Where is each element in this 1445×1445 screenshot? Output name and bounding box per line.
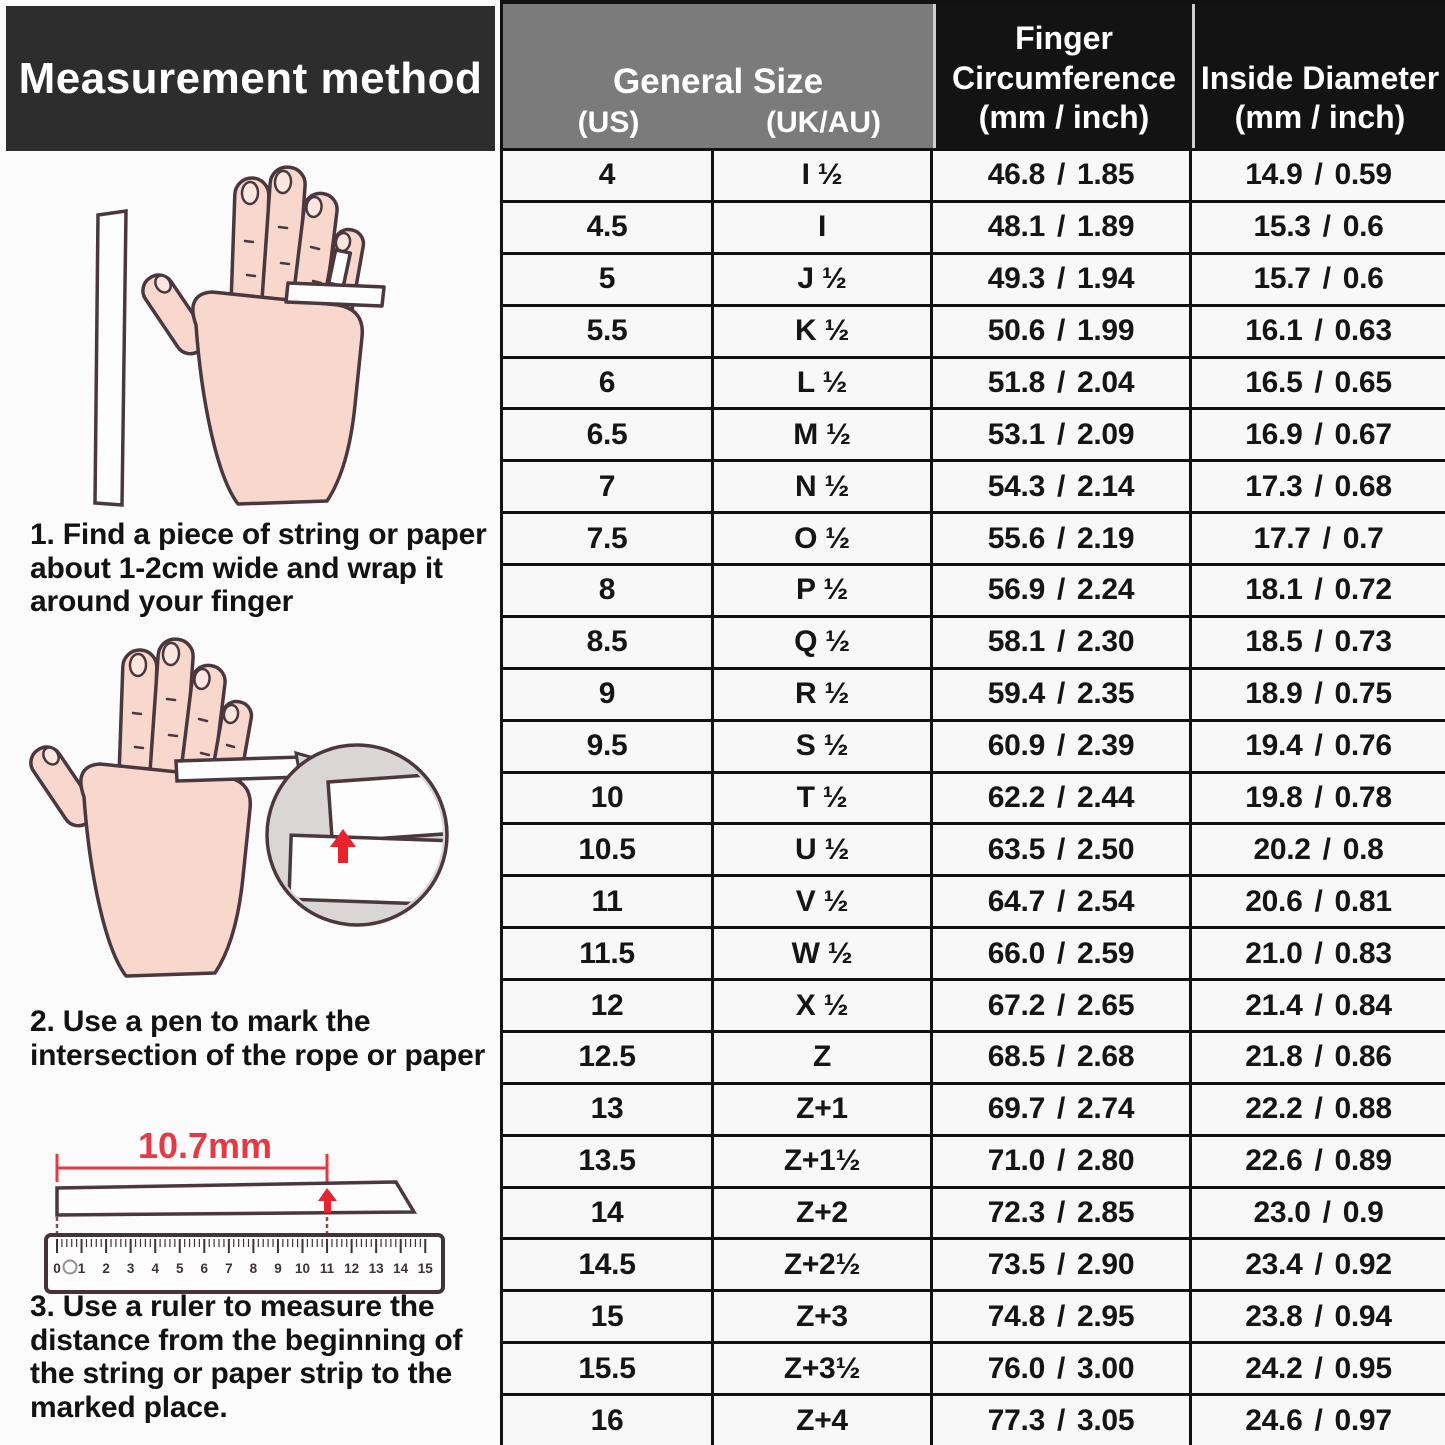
ukau-size-cell: J ½ [714,255,933,304]
step-2-text: 2. Use a pen to mark the intersection of the rope or paper [30,1005,486,1072]
diameter-cell: 18.9 / 0.75 [1192,670,1445,719]
ukau-size-cell: I [714,203,933,252]
circumference-cell: 59.4 / 2.35 [933,670,1192,719]
ukau-size-cell: Z+4 [714,1396,933,1445]
circumference-cell: 48.1 / 1.89 [933,203,1192,252]
diameter-cell: 15.7 / 0.6 [1192,255,1445,304]
title-banner [6,6,495,151]
table-row [503,459,1445,511]
header-general-size [503,4,933,148]
diameter-cell: 23.0 / 0.9 [1192,1189,1445,1238]
diameter-cell: 17.7 / 0.7 [1192,514,1445,563]
circumference-cell: 77.3 / 3.05 [933,1396,1192,1445]
table-row [503,200,1445,252]
hand-with-magnifier-illustration [0,633,500,1007]
us-size-cell: 14 [503,1189,714,1238]
us-size-cell: 6.5 [503,410,714,459]
us-size-cell: 4.5 [503,203,714,252]
us-size-cell: 15.5 [503,1344,714,1393]
svg-text:6: 6 [200,1261,209,1276]
diameter-cell: 24.6 / 0.97 [1192,1396,1445,1445]
ukau-size-cell: I ½ [714,151,933,200]
table-row [503,1237,1445,1289]
table-row [503,1289,1445,1341]
circumference-cell: 60.9 / 2.39 [933,722,1192,771]
us-size-cell: 11 [503,877,714,926]
ukau-size-cell: W ½ [714,929,933,978]
paper-strip [57,1182,414,1215]
ukau-size-cell: Q ½ [714,618,933,667]
table-row [503,356,1445,408]
ukau-size-cell: Z+1 [714,1085,933,1134]
diameter-cell: 18.5 / 0.73 [1192,618,1445,667]
table-row [503,407,1445,459]
ukau-size-cell: Z+3½ [714,1344,933,1393]
table-row [503,1393,1445,1445]
ukau-size-cell: P ½ [714,566,933,615]
us-size-cell: 14.5 [503,1240,714,1289]
svg-text:4: 4 [151,1261,159,1276]
ukau-size-cell: Z+2 [714,1189,933,1238]
us-size-cell: 9.5 [503,722,714,771]
us-size-cell: 13 [503,1085,714,1134]
table-row [503,1341,1445,1393]
table-row [503,615,1445,667]
table-row [503,511,1445,563]
page-title: Measurement method [18,53,483,103]
us-size-cell: 8 [503,566,714,615]
diameter-cell: 21.0 / 0.83 [1192,929,1445,978]
diameter-cell: 24.2 / 0.95 [1192,1344,1445,1393]
circumference-cell: 58.1 / 2.30 [933,618,1192,667]
table-row [503,1134,1445,1186]
table-body [503,148,1445,1445]
table-row [503,978,1445,1030]
ukau-size-cell: Z [714,1033,933,1082]
step-1-text: 1. Find a piece of string or paper about 1-2cm wide and wrap it around your finger [30,518,487,619]
diameter-cell: 16.5 / 0.65 [1192,359,1445,408]
svg-text:9: 9 [274,1261,282,1276]
circumference-cell: 72.3 / 2.85 [933,1189,1192,1238]
svg-text:8: 8 [249,1261,258,1276]
hand-with-strip-illustration [0,153,500,521]
circumference-cell: 54.3 / 2.14 [933,462,1192,511]
finger-circumference-line1: Finger [1015,19,1113,56]
ukau-size-cell: Z+1½ [714,1137,933,1186]
ukau-size-cell: R ½ [714,670,933,719]
svg-text:1: 1 [77,1261,86,1276]
ukau-size-cell: O ½ [714,514,933,563]
paper-strip [95,211,126,505]
circumference-cell: 69.7 / 2.74 [933,1085,1192,1134]
svg-text:12: 12 [344,1261,360,1276]
svg-text:11: 11 [319,1261,335,1276]
circumference-cell: 56.9 / 2.24 [933,566,1192,615]
circumference-cell: 53.1 / 2.09 [933,410,1192,459]
circumference-cell: 73.5 / 2.90 [933,1240,1192,1289]
ukau-size-cell: V ½ [714,877,933,926]
us-size-cell: 5 [503,255,714,304]
us-size-cell: 7 [503,462,714,511]
circumference-cell: 68.5 / 2.68 [933,1033,1192,1082]
circumference-cell: 67.2 / 2.65 [933,981,1192,1030]
circumference-cell: 63.5 / 2.50 [933,825,1192,874]
us-size-cell: 16 [503,1396,714,1445]
svg-text:15: 15 [417,1261,433,1276]
table-row [503,771,1445,823]
ukau-size-cell: S ½ [714,722,933,771]
us-size-cell: 15 [503,1292,714,1341]
finger-circumference-line2: Circumference [951,59,1177,96]
inside-diameter-unit: (mm / inch) [1234,99,1406,136]
table-row [503,252,1445,304]
ukau-size-cell: M ½ [714,410,933,459]
us-size-cell: 10.5 [503,825,714,874]
svg-text:2: 2 [102,1261,110,1276]
us-size-cell: 10 [503,774,714,823]
header-inside-diameter [1192,4,1445,148]
us-size-cell: 6 [503,359,714,408]
ukau-size-cell: Z+3 [714,1292,933,1341]
ukau-size-cell: L ½ [714,359,933,408]
table-row [503,667,1445,719]
ukau-column-label: (UK/AU) [766,106,881,139]
diameter-cell: 23.8 / 0.94 [1192,1292,1445,1341]
hand-illustration [137,166,366,504]
circumference-cell: 46.8 / 1.85 [933,151,1192,200]
us-size-cell: 4 [503,151,714,200]
circumference-cell: 71.0 / 2.80 [933,1137,1192,1186]
diameter-cell: 21.4 / 0.84 [1192,981,1445,1030]
ukau-size-cell: X ½ [714,981,933,1030]
diameter-cell: 22.2 / 0.88 [1192,1085,1445,1134]
us-size-cell: 5.5 [503,307,714,356]
circumference-cell: 66.0 / 2.59 [933,929,1192,978]
ukau-size-cell: Z+2½ [714,1240,933,1289]
circumference-cell: 51.8 / 2.04 [933,359,1192,408]
diameter-cell: 15.3 / 0.6 [1192,203,1445,252]
general-size-label: General Size [612,62,824,101]
diameter-cell: 16.9 / 0.67 [1192,410,1445,459]
table-row [503,563,1445,615]
svg-text:10: 10 [294,1261,311,1276]
finger-circumference-unit: (mm / inch) [978,99,1150,136]
header-finger-circumference [933,4,1192,148]
diameter-cell: 19.4 / 0.76 [1192,722,1445,771]
circumference-cell: 74.8 / 2.95 [933,1292,1192,1341]
svg-text:13: 13 [368,1261,384,1276]
diameter-cell: 16.1 / 0.63 [1192,307,1445,356]
diameter-cell: 20.6 / 0.81 [1192,877,1445,926]
table-row [503,926,1445,978]
diameter-cell: 17.3 / 0.68 [1192,462,1445,511]
diameter-cell: 20.2 / 0.8 [1192,825,1445,874]
table-row [503,719,1445,771]
diameter-cell: 19.8 / 0.78 [1192,774,1445,823]
diameter-cell: 18.1 / 0.72 [1192,566,1445,615]
table-header [503,4,1445,148]
svg-text:7: 7 [225,1261,233,1276]
ukau-size-cell: U ½ [714,825,933,874]
svg-text:3: 3 [126,1261,135,1276]
diameter-cell: 14.9 / 0.59 [1192,151,1445,200]
us-size-cell: 11.5 [503,929,714,978]
ruler-illustration [0,1118,500,1308]
ukau-size-cell: N ½ [714,462,933,511]
svg-text:14: 14 [393,1261,409,1276]
circumference-cell: 50.6 / 1.99 [933,307,1192,356]
ring-size-table [500,0,1445,1445]
us-size-cell: 8.5 [503,618,714,667]
diameter-cell: 21.8 / 0.86 [1192,1033,1445,1082]
us-column-label: (US) [577,106,640,139]
circumference-cell: 76.0 / 3.00 [933,1344,1192,1393]
ukau-size-cell: T ½ [714,774,933,823]
diameter-cell: 23.4 / 0.92 [1192,1240,1445,1289]
svg-text:5: 5 [175,1261,184,1276]
table-row [503,1030,1445,1082]
us-size-cell: 7.5 [503,514,714,563]
circumference-cell: 49.3 / 1.94 [933,255,1192,304]
table-row [503,874,1445,926]
table-row [503,822,1445,874]
us-size-cell: 12 [503,981,714,1030]
circumference-cell: 62.2 / 2.44 [933,774,1192,823]
table-row [503,304,1445,356]
guide-dashes [57,1217,327,1234]
us-size-cell: 13.5 [503,1137,714,1186]
step-3-text: 3. Use a ruler to measure the distance from the beginning of the string or paper strip to the marked place. [30,1290,463,1424]
circumference-cell: 55.6 / 2.19 [933,514,1192,563]
table-row [503,148,1445,200]
strip-around-finger [176,757,303,781]
diameter-cell: 22.6 / 0.89 [1192,1137,1445,1186]
measurement-value-label: 10.7mm [137,1125,273,1166]
inside-diameter-label: Inside Diameter [1200,59,1440,96]
circumference-cell: 64.7 / 2.54 [933,877,1192,926]
table-row [503,1082,1445,1134]
ukau-size-cell: K ½ [714,307,933,356]
us-size-cell: 9 [503,670,714,719]
svg-text:0: 0 [53,1261,61,1276]
us-size-cell: 12.5 [503,1033,714,1082]
table-row [503,1186,1445,1238]
